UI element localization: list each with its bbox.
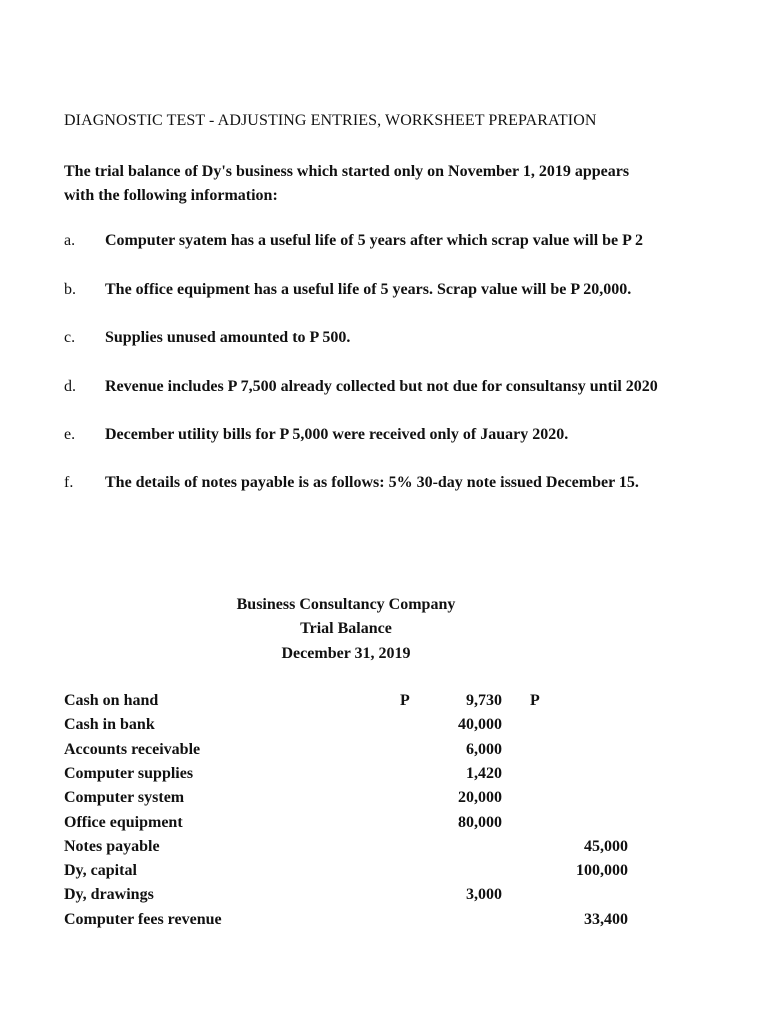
account-name: Accounts receivable <box>64 740 201 758</box>
account-name: Cash on hand <box>64 692 159 709</box>
list-item <box>64 426 690 450</box>
item-letter: a. <box>64 232 76 249</box>
table-row <box>64 911 704 935</box>
intro-line-2: with the following information: <box>64 187 278 204</box>
account-name: Dy, capital <box>64 862 137 880</box>
item-letter: b. <box>64 281 76 298</box>
list-item <box>64 281 690 305</box>
statement-title: Trial Balance <box>300 620 392 637</box>
table-row <box>64 838 704 862</box>
account-name: Dy, drawings <box>64 886 154 904</box>
table-row <box>64 814 704 838</box>
debit-amount: 40,000 <box>458 716 502 734</box>
account-name: Computer supplies <box>64 764 194 782</box>
table-row <box>64 862 704 886</box>
debit-amount: 1,420 <box>466 764 502 782</box>
table-row <box>64 692 704 716</box>
credit-amount: 100,000 <box>576 862 628 880</box>
statement-date: December 31, 2019 <box>281 645 411 662</box>
intro-paragraph <box>64 160 704 208</box>
debit-currency-symbol: P <box>400 692 410 709</box>
debit-amount: 3,000 <box>466 886 502 904</box>
account-name: Notes payable <box>64 837 160 855</box>
item-text: The office equipment has a useful life of 5 years. Scrap value will be P 20,000. <box>105 281 632 298</box>
item-letter: c. <box>64 329 76 346</box>
page-title: DIAGNOSTIC TEST - ADJUSTING ENTRIES, WORKSHEET PREPARATION <box>64 112 597 129</box>
account-name: Cash in bank <box>64 716 155 734</box>
item-text: The details of notes payable is as follows: 5% 30-day note issued December 15. <box>105 474 639 491</box>
debit-amount: 9,730 <box>466 692 502 709</box>
account-name: Computer system <box>64 789 185 807</box>
account-name: Computer fees revenue <box>64 910 222 928</box>
credit-amount: 33,400 <box>584 910 628 928</box>
list-item <box>64 329 690 353</box>
intro-line-1: The trial balance of Dy's business which started only on November 1, 2019 appears <box>64 163 630 180</box>
item-letter: f. <box>64 474 74 491</box>
table-row <box>64 886 704 910</box>
company-name: Business Consultancy Company <box>236 596 456 613</box>
account-name: Office equipment <box>64 813 183 831</box>
item-text: December utility bills for P 5,000 were received only of Jauary 2020. <box>105 426 569 443</box>
item-text: Revenue includes P 7,500 already collected but not due for consultansy until 2020 <box>105 378 658 395</box>
item-text: Computer syatem has a useful life of 5 years after which scrap value will be P 2 <box>105 232 644 249</box>
debit-amount: 80,000 <box>458 813 502 831</box>
table-row <box>64 765 704 789</box>
list-item <box>64 232 690 256</box>
item-text: Supplies unused amounted to P 500. <box>105 329 351 346</box>
debit-amount: 6,000 <box>466 740 502 758</box>
item-letter: d. <box>64 378 76 395</box>
table-row <box>64 789 704 813</box>
debit-amount: 20,000 <box>458 789 502 807</box>
table-row <box>64 716 704 740</box>
item-letter: e. <box>64 426 76 443</box>
table-row <box>64 741 704 765</box>
list-item <box>64 378 690 402</box>
credit-amount: 45,000 <box>584 837 628 855</box>
list-item <box>64 474 690 498</box>
credit-currency-symbol: P <box>530 692 540 709</box>
